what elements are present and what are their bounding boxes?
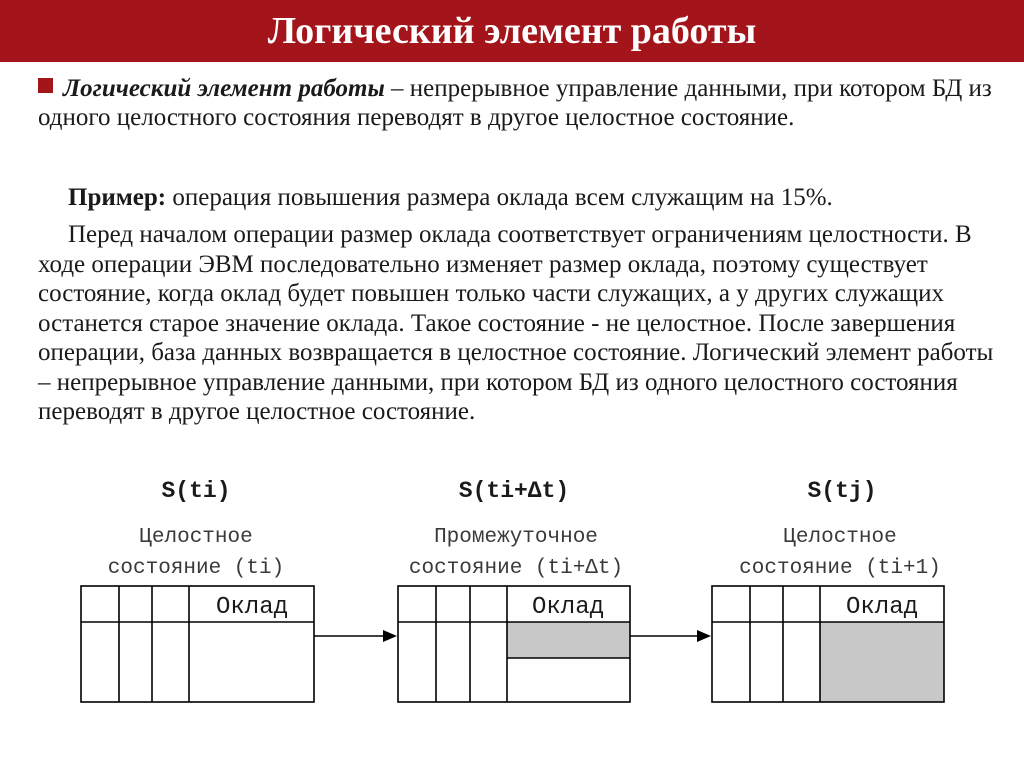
- state-caption-2-line1: Промежуточное: [434, 526, 598, 549]
- state-caption-3-line1: Целостное: [783, 526, 897, 549]
- state-label-3: S(tj): [807, 478, 877, 504]
- state-label-2: S(ti+Δt): [458, 478, 570, 504]
- example-text: операция повышения размера оклада всем служащим на 15%.: [166, 184, 833, 211]
- state-caption-2-line2: состояние (ti+Δt): [408, 557, 624, 580]
- state-label-1: S(ti): [161, 478, 231, 504]
- definition-text: – непрерывное управление данными, при котором БД из одного целостного состояния переводят в другое целостное состояние.: [38, 75, 992, 131]
- table-1-column-header: Оклад: [215, 594, 289, 621]
- explanation-paragraph: Перед началом операции размер оклада соответствует ограничениям целостности. В ходе операции ЭВМ последовательно изменяет размер оклада, поэтому существует состояние, когда оклад будет повышен только части служащих, а у других служащих останется старое значение оклада. Такое состояние - не целостное. После завершения операции, база данных возвращается в целостное состояние. Логический элемент работы – непрерывное управление данными, при котором БД из одного целостного состояния переводят в другое целостное состояние.: [38, 221, 994, 425]
- full-update-cell: [820, 622, 944, 702]
- partial-update-cell: [507, 622, 630, 658]
- state-caption-1-line1: Целостное: [139, 526, 253, 549]
- table-3-column-header: Оклад: [845, 594, 919, 621]
- arrow-2-icon: [630, 630, 711, 642]
- state-caption-3-line2: состояние (ti+1): [739, 557, 941, 580]
- state-caption-1-line2: состояние (ti): [107, 557, 285, 580]
- definition-term: Логический элемент работы: [63, 75, 385, 102]
- example-label: Пример:: [68, 184, 167, 211]
- slide-title: Логический элемент работы: [267, 10, 757, 52]
- arrow-1-icon: [314, 630, 397, 642]
- table-2-column-header: Оклад: [531, 594, 605, 621]
